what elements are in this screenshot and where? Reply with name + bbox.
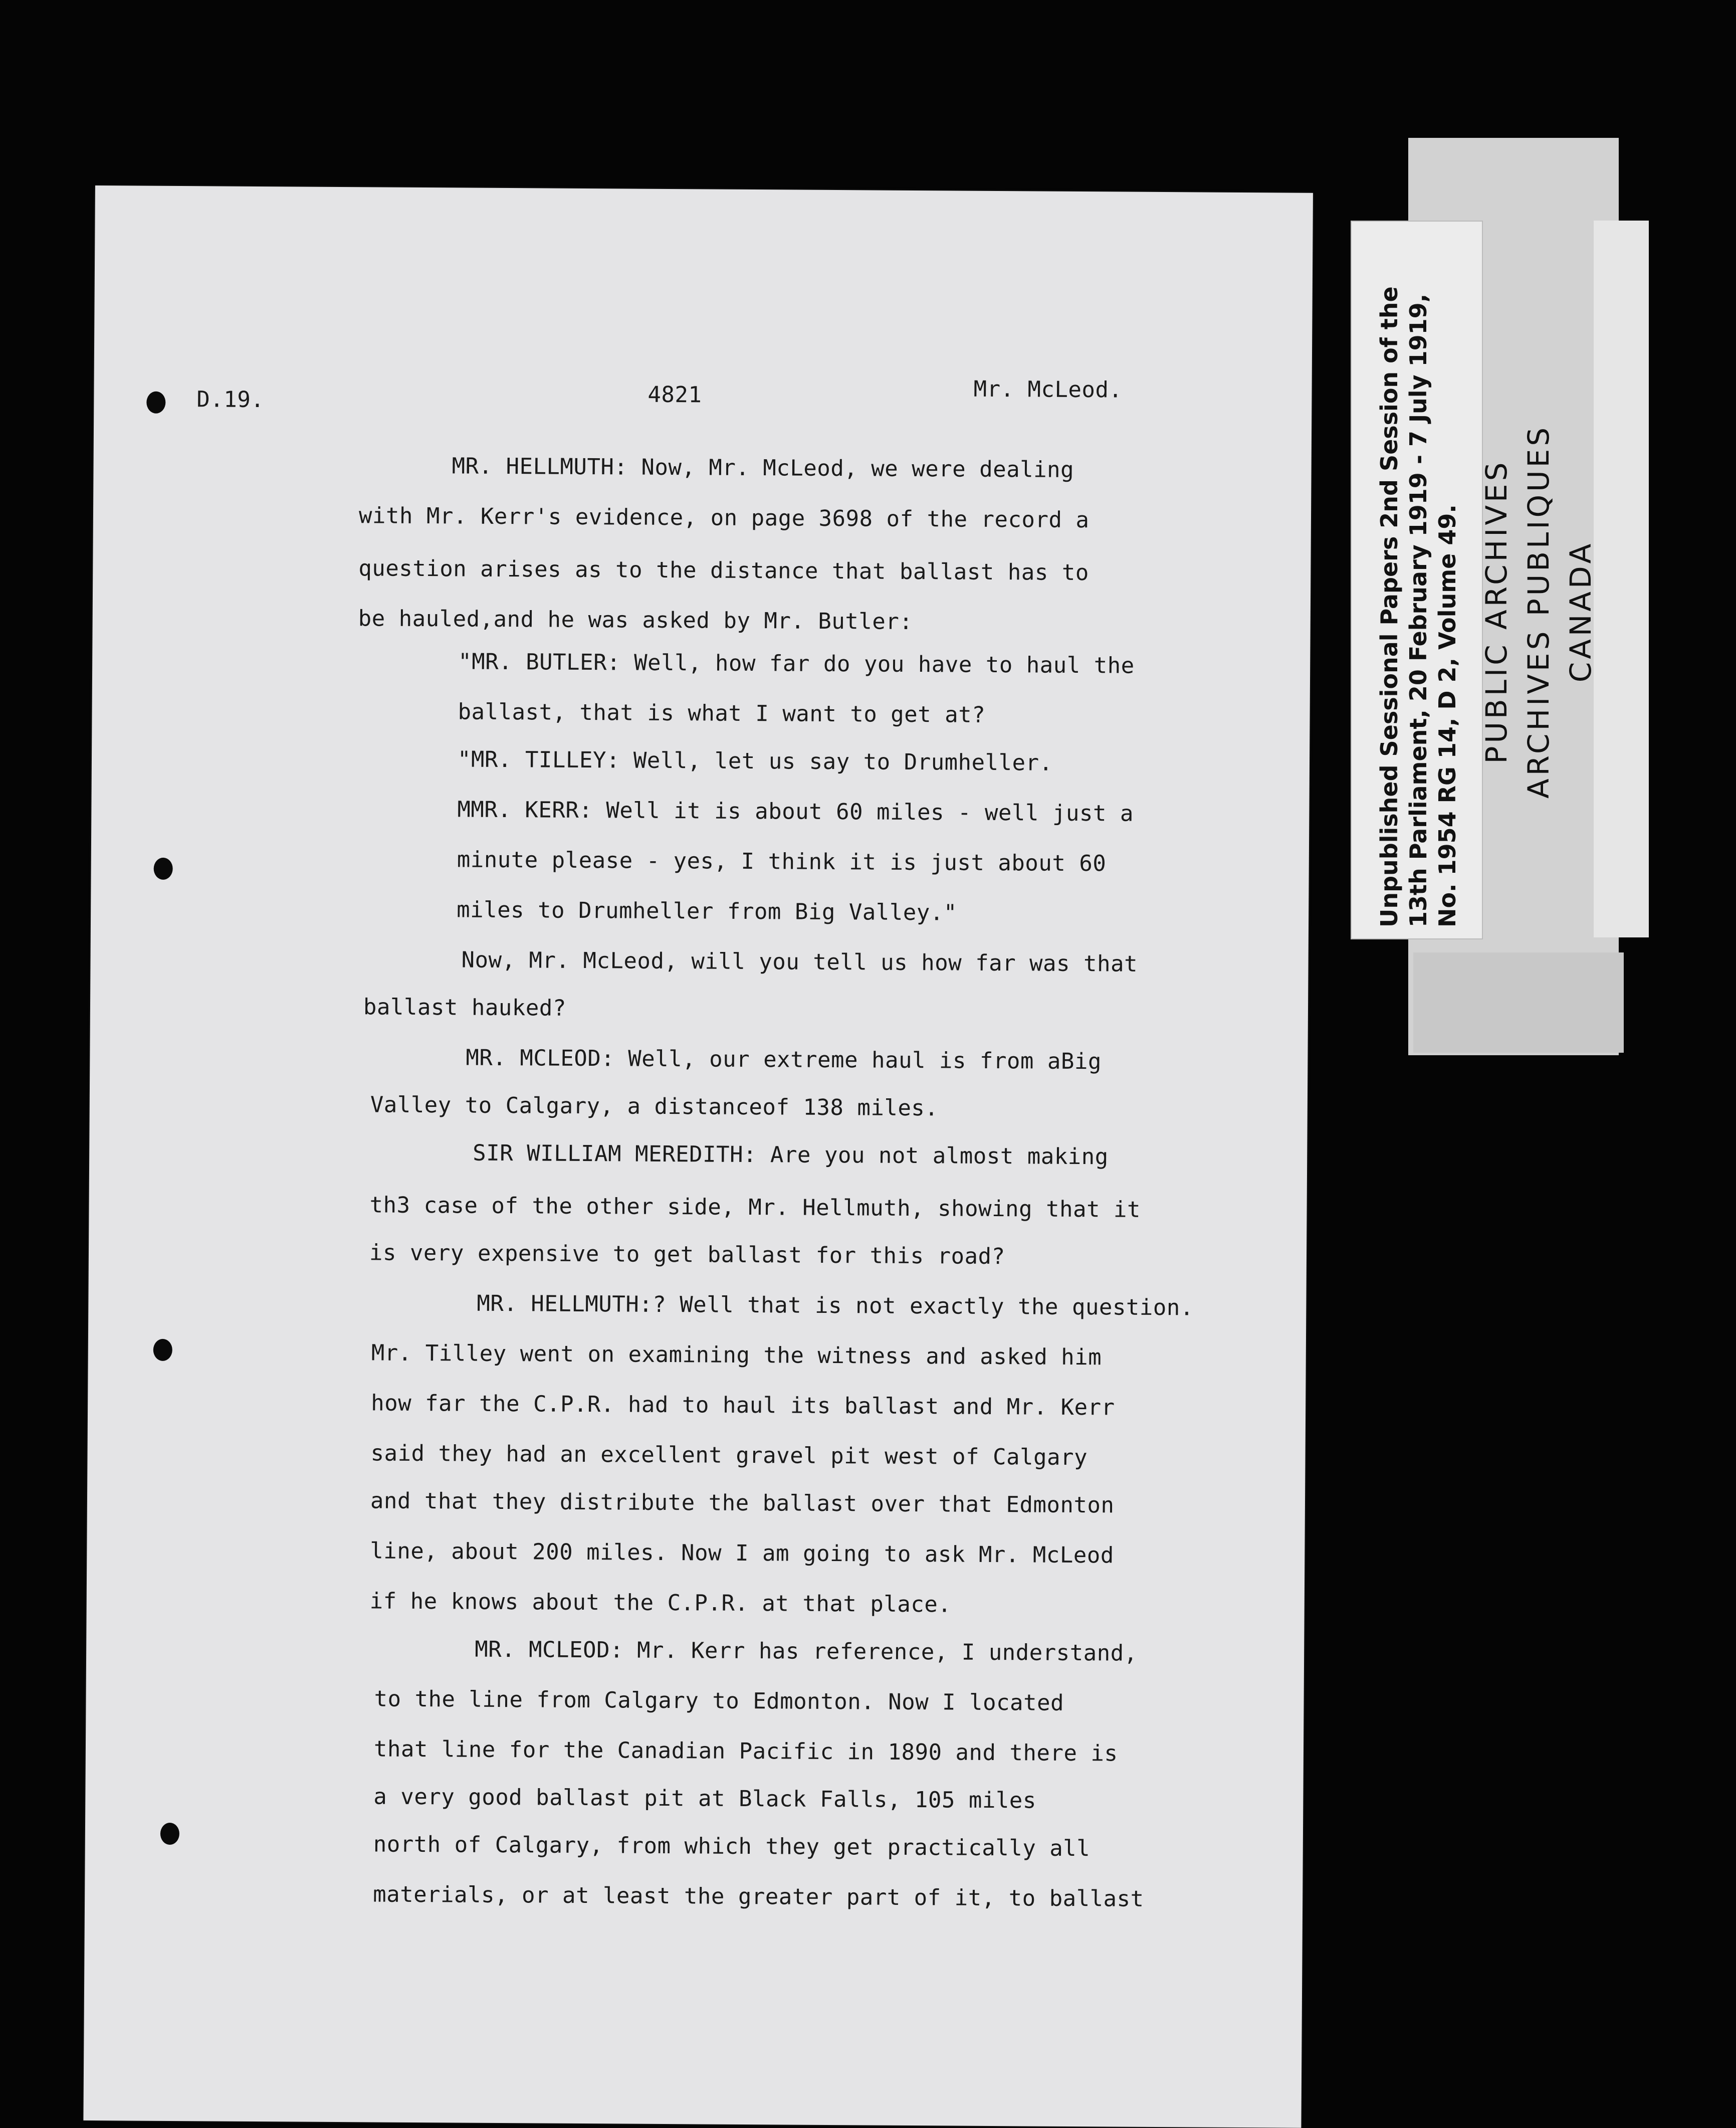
archive-label-line: 13th Parliament, 20 February 1919 - 7 July 1919, bbox=[1405, 293, 1432, 927]
archive-label-line: No. 1954 RG 14, D 2, Volume 49. bbox=[1434, 504, 1461, 927]
body-text-line: "MR. TILLEY: Well, let us say to Drumheller. bbox=[457, 746, 1053, 776]
body-text-line: MR. HELLMUTH:? Well that is not exactly the question. bbox=[477, 1290, 1194, 1321]
body-text-line: minute please - yes, I think it is just about 60 bbox=[457, 847, 1107, 877]
archive-stamp-line: ARCHIVES PUBLIQUES bbox=[1522, 424, 1556, 799]
body-text-line: north of Calgary, from which they get practically all bbox=[373, 1831, 1091, 1862]
body-text-line: how far the C.P.R. had to haul its ballast and Mr. Kerr bbox=[371, 1390, 1115, 1421]
punch-hole bbox=[154, 858, 173, 880]
body-text-line: th3 case of the other side, Mr. Hellmuth, showing that it bbox=[369, 1192, 1141, 1223]
body-text-line: ballast, that is what I want to get at? bbox=[458, 699, 986, 728]
body-text-line: is very expensive to get ballast for this road? bbox=[369, 1240, 1005, 1270]
body-text-line: a very good ballast pit at Black Falls, 105 miles bbox=[373, 1784, 1037, 1814]
page-section-code: D.19. bbox=[196, 386, 265, 413]
body-text-line: and that they distribute the ballast over that Edmonton bbox=[370, 1488, 1115, 1518]
body-text-line: if he knows about the C.P.R. at that place. bbox=[369, 1588, 952, 1618]
punch-hole bbox=[146, 392, 165, 414]
body-text-line: MR. MCLEOD: Mr. Kerr has reference, I understand, bbox=[475, 1636, 1138, 1666]
document-page bbox=[83, 185, 1313, 2128]
body-text-line: question arises as to the distance that ballast has to bbox=[358, 555, 1089, 586]
body-text-line: Now, Mr. McLeod, will you tell us how far was that bbox=[461, 947, 1138, 977]
body-text-line: said they had an excellent gravel pit west of Calgary bbox=[370, 1440, 1088, 1471]
body-text-line: "MR. BUTLER: Well, how far do you have to haul the bbox=[458, 649, 1135, 679]
body-text-line: MR. MCLEOD: Well, our extreme haul is from aBig bbox=[466, 1045, 1102, 1075]
archive-label-line: Unpublished Sessional Papers 2nd Session of the bbox=[1376, 286, 1403, 927]
page-witness-name: Mr. McLeod. bbox=[973, 376, 1123, 403]
body-text-line: SIR WILLIAM MEREDITH: Are you not almost making bbox=[473, 1140, 1109, 1170]
archive-stamp bbox=[1475, 386, 1602, 837]
body-text-line: line, about 200 miles. Now I am going to ask Mr. McLeod bbox=[370, 1538, 1114, 1569]
body-text-line: that line for the Canadian Pacific in 1890 and there is bbox=[373, 1736, 1118, 1767]
archive-stamp-line: PUBLIC ARCHIVES bbox=[1479, 459, 1513, 764]
body-text-line: MMR. KERR: Well it is about 60 miles - well just a bbox=[457, 797, 1134, 827]
page-number: 4821 bbox=[647, 381, 702, 408]
archive-stamp-line: CANADA bbox=[1564, 540, 1598, 683]
body-text-line: to the line from Calgary to Edmonton. Now I located bbox=[374, 1686, 1064, 1716]
body-text-line: with Mr. Kerr's evidence, on page 3698 of the record a bbox=[358, 503, 1090, 533]
body-text-line: ballast hauked? bbox=[363, 994, 567, 1021]
body-text-line: MR. HELLMUTH: Now, Mr. McLeod, we were dealing bbox=[452, 453, 1074, 483]
punch-hole bbox=[160, 1823, 179, 1845]
body-text-line: materials, or at least the greater part of it, to ballast bbox=[373, 1881, 1144, 1912]
body-text-line: be hauled,and he was asked by Mr. Butler: bbox=[358, 606, 913, 635]
body-text-line: Valley to Calgary, a distanceof 138 miles. bbox=[370, 1092, 939, 1121]
body-text-line: Mr. Tilley went on examining the witness and asked him bbox=[371, 1340, 1102, 1371]
punch-hole bbox=[153, 1339, 172, 1361]
archive-folder-edge bbox=[1594, 221, 1649, 937]
archive-folder-bottom bbox=[1413, 952, 1624, 1053]
body-text-line: miles to Drumheller from Big Valley." bbox=[457, 897, 957, 926]
archive-label-text bbox=[1375, 226, 1462, 927]
